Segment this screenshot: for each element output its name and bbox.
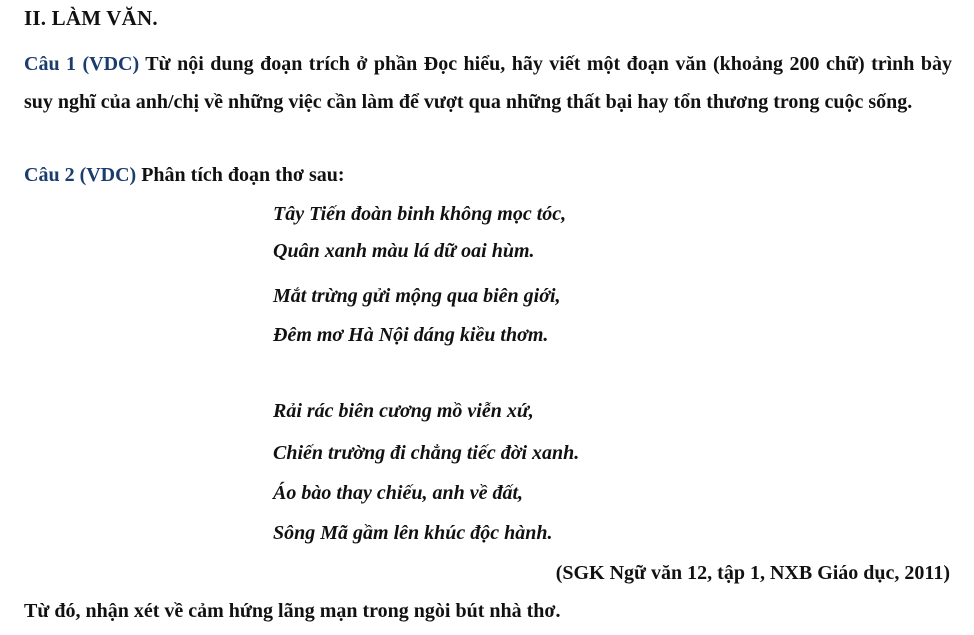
poem-line: Rải rác biên cương mồ viễn xứ, xyxy=(273,400,534,422)
poem-line: Chiến trường đi chẳng tiếc đời xanh. xyxy=(273,442,580,464)
poem-line: Mắt trừng gửi mộng qua biên giới, xyxy=(273,285,561,307)
section-heading: II. LÀM VĂN. xyxy=(24,6,158,30)
poem-source: (SGK Ngữ văn 12, tập 1, NXB Giáo dục, 2011) xyxy=(555,562,950,584)
question-2 xyxy=(24,160,345,190)
poem-line: Tây Tiến đoàn binh không mọc tóc, xyxy=(273,203,567,225)
poem-line: Sông Mã gầm lên khúc độc hành. xyxy=(273,522,553,544)
question-1-text: Từ nội dung đoạn trích ở phần Đọc hiểu, hãy viết một đoạn văn (khoảng 200 chữ) trình bày suy nghĩ của anh/chị về những việc cần làm để vượt qua những thất bại hay tổn thương trong cuộc sống. xyxy=(24,53,953,113)
poem-line: Đêm mơ Hà Nội dáng kiều thơm. xyxy=(273,324,549,346)
question-2-label: Câu 2 (VDC) xyxy=(24,164,137,186)
question-1-label: Câu 1 (VDC) xyxy=(24,53,140,75)
question-2-text: Phân tích đoạn thơ sau: xyxy=(136,164,345,186)
conclusion-prompt: Từ đó, nhận xét về cảm hứng lãng mạn trong ngòi bút nhà thơ. xyxy=(24,600,561,622)
question-1 xyxy=(24,45,952,121)
poem-line: Quân xanh màu lá dữ oai hùm. xyxy=(273,240,535,262)
poem-line: Áo bào thay chiếu, anh về đất, xyxy=(273,482,524,504)
